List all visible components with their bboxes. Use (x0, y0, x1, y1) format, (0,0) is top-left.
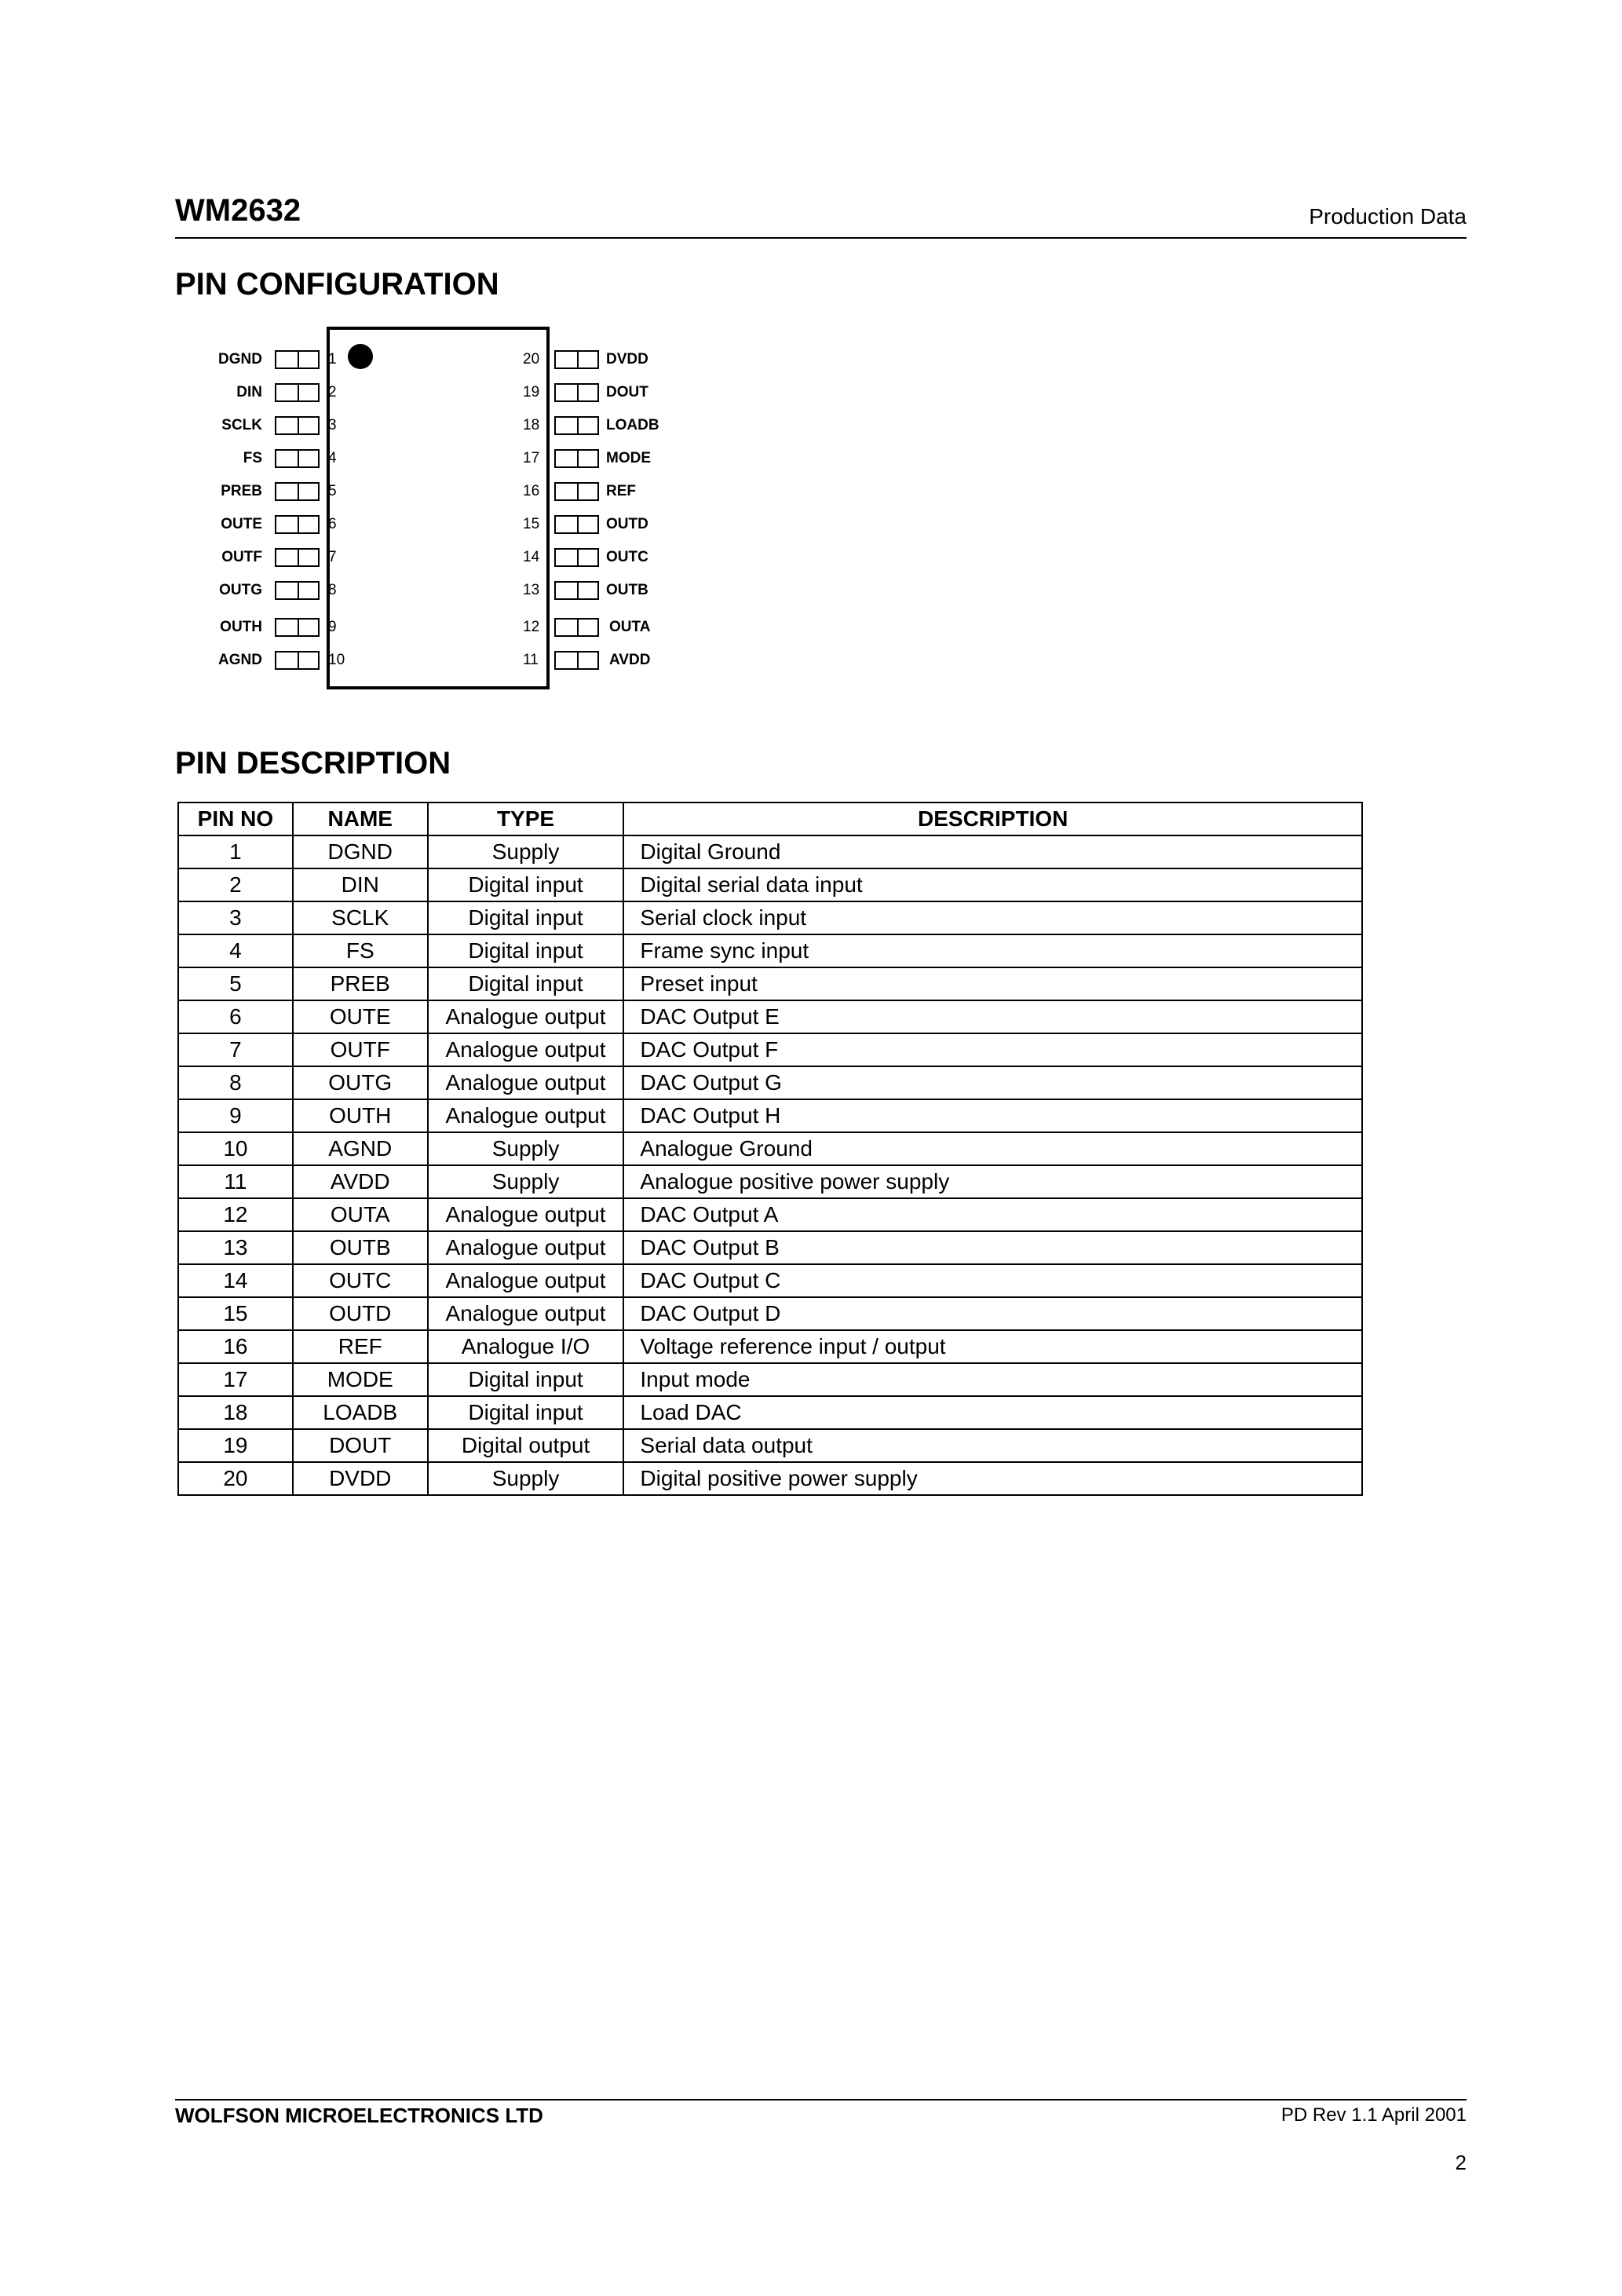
footer-rule (175, 2099, 1467, 2100)
cell-name: PREB (293, 967, 428, 1000)
cell-pin-no: 17 (178, 1363, 293, 1396)
cell-name: FS (293, 934, 428, 967)
table-row (178, 1000, 1362, 1033)
right-pin-name: AVDD (609, 652, 651, 668)
right-pin-number: 16 (523, 483, 540, 499)
cell-pin-no: 1 (178, 835, 293, 868)
left-pin-lead (275, 416, 320, 435)
cell-name: DOUT (293, 1429, 428, 1462)
right-pin-name: OUTB (606, 582, 648, 598)
cell-description: Digital serial data input (623, 868, 1362, 901)
table-row (178, 1264, 1362, 1297)
table-row (178, 1330, 1362, 1363)
cell-pin-no: 16 (178, 1330, 293, 1363)
pin-description-title: PIN DESCRIPTION (175, 746, 451, 781)
cell-type: Supply (428, 1165, 624, 1198)
cell-pin-no: 7 (178, 1033, 293, 1066)
left-pin-number: 5 (328, 483, 337, 499)
cell-pin-no: 4 (178, 934, 293, 967)
cell-name: OUTB (293, 1231, 428, 1264)
right-pin-number: 12 (523, 619, 540, 635)
left-pin-number: 9 (328, 619, 337, 635)
cell-type: Supply (428, 835, 624, 868)
left-pin-lead (275, 350, 320, 369)
table-row (178, 1396, 1362, 1429)
cell-pin-no: 15 (178, 1297, 293, 1330)
table-row (178, 1429, 1362, 1462)
left-pin-number: 1 (328, 351, 337, 367)
table-body (178, 835, 1362, 1495)
cell-name: OUTD (293, 1297, 428, 1330)
header-name: NAME (293, 803, 428, 835)
cell-description: DAC Output F (623, 1033, 1362, 1066)
right-pin-lead (554, 350, 599, 369)
left-pin-lead (275, 651, 320, 670)
chip-body (327, 327, 550, 689)
document-title: WM2632 (175, 193, 301, 228)
cell-description: Load DAC (623, 1396, 1362, 1429)
left-pin-lead (275, 548, 320, 567)
right-pin-name: OUTA (609, 619, 651, 635)
cell-name: OUTH (293, 1099, 428, 1132)
right-pin-lead (554, 618, 599, 637)
cell-name: SCLK (293, 901, 428, 934)
document-status: Production Data (1309, 204, 1467, 229)
right-pin-number: 11 (523, 652, 539, 668)
cell-name: DVDD (293, 1462, 428, 1495)
table-row (178, 1231, 1362, 1264)
right-pin-number: 19 (523, 384, 540, 400)
left-pin-number: 6 (328, 516, 337, 532)
cell-type: Analogue output (428, 1264, 624, 1297)
left-pin-name: OUTG (219, 582, 262, 598)
cell-description: DAC Output B (623, 1231, 1362, 1264)
table-row (178, 1066, 1362, 1099)
pin-description-table (177, 802, 1363, 1496)
cell-pin-no: 18 (178, 1396, 293, 1429)
right-pin-name: OUTD (606, 516, 648, 532)
cell-pin-no: 8 (178, 1066, 293, 1099)
cell-type: Digital input (428, 1363, 624, 1396)
table-row (178, 868, 1362, 901)
right-pin-name: DOUT (606, 384, 648, 400)
cell-description: DAC Output C (623, 1264, 1362, 1297)
left-pin-name: AGND (218, 652, 262, 668)
cell-description: Serial data output (623, 1429, 1362, 1462)
right-pin-lead (554, 383, 599, 402)
cell-pin-no: 2 (178, 868, 293, 901)
right-pin-number: 14 (523, 549, 540, 565)
right-pin-number: 18 (523, 417, 540, 433)
table-row (178, 1132, 1362, 1165)
left-pin-lead (275, 482, 320, 501)
header-description: DESCRIPTION (623, 803, 1362, 835)
left-pin-name: OUTE (221, 516, 262, 532)
table-row (178, 1462, 1362, 1495)
cell-description: DAC Output E (623, 1000, 1362, 1033)
right-pin-name: OUTC (606, 549, 648, 565)
left-pin-lead (275, 449, 320, 468)
left-pin-name: FS (243, 450, 262, 466)
cell-description: Analogue positive power supply (623, 1165, 1362, 1198)
right-pin-lead (554, 548, 599, 567)
cell-name: AGND (293, 1132, 428, 1165)
cell-description: DAC Output G (623, 1066, 1362, 1099)
left-pin-name: SCLK (221, 417, 262, 433)
left-pin-name: DIN (236, 384, 262, 400)
cell-description: Analogue Ground (623, 1132, 1362, 1165)
cell-pin-no: 11 (178, 1165, 293, 1198)
table-row (178, 1363, 1362, 1396)
cell-name: OUTF (293, 1033, 428, 1066)
right-pin-lead (554, 449, 599, 468)
cell-description: Serial clock input (623, 901, 1362, 934)
cell-description: DAC Output H (623, 1099, 1362, 1132)
table-row (178, 1099, 1362, 1132)
right-pin-lead (554, 651, 599, 670)
cell-type: Digital input (428, 967, 624, 1000)
right-pin-number: 13 (523, 582, 540, 598)
cell-pin-no: 20 (178, 1462, 293, 1495)
cell-pin-no: 14 (178, 1264, 293, 1297)
cell-type: Analogue output (428, 1198, 624, 1231)
cell-name: OUTC (293, 1264, 428, 1297)
right-pin-number: 17 (523, 450, 540, 466)
cell-description: DAC Output A (623, 1198, 1362, 1231)
cell-type: Analogue output (428, 1099, 624, 1132)
cell-pin-no: 10 (178, 1132, 293, 1165)
cell-description: Digital Ground (623, 835, 1362, 868)
left-pin-name: PREB (221, 483, 262, 499)
right-pin-name: MODE (606, 450, 651, 466)
cell-description: Input mode (623, 1363, 1362, 1396)
cell-type: Analogue output (428, 1000, 624, 1033)
cell-type: Supply (428, 1462, 624, 1495)
cell-description: DAC Output D (623, 1297, 1362, 1330)
cell-type: Analogue output (428, 1066, 624, 1099)
cell-description: Voltage reference input / output (623, 1330, 1362, 1363)
cell-name: OUTG (293, 1066, 428, 1099)
cell-pin-no: 9 (178, 1099, 293, 1132)
cell-type: Analogue output (428, 1033, 624, 1066)
right-pin-lead (554, 581, 599, 600)
cell-type: Analogue output (428, 1231, 624, 1264)
table-row (178, 1198, 1362, 1231)
cell-name: OUTE (293, 1000, 428, 1033)
page-number: 2 (1455, 2151, 1467, 2174)
header-rule (175, 237, 1467, 239)
cell-type: Digital input (428, 868, 624, 901)
left-pin-lead (275, 618, 320, 637)
cell-type: Digital input (428, 901, 624, 934)
right-pin-name: DVDD (606, 351, 648, 367)
pin-configuration-title: PIN CONFIGURATION (175, 267, 499, 302)
header-type: TYPE (428, 803, 624, 835)
pin1-marker-dot (348, 344, 373, 369)
cell-name: OUTA (293, 1198, 428, 1231)
cell-name: AVDD (293, 1165, 428, 1198)
cell-description: Frame sync input (623, 934, 1362, 967)
left-pin-number: 2 (328, 384, 337, 400)
cell-pin-no: 19 (178, 1429, 293, 1462)
table-row (178, 934, 1362, 967)
right-pin-number: 15 (523, 516, 540, 532)
left-pin-number: 10 (328, 652, 345, 668)
cell-pin-no: 5 (178, 967, 293, 1000)
left-pin-number: 7 (328, 549, 337, 565)
right-pin-name: LOADB (606, 417, 659, 433)
cell-pin-no: 13 (178, 1231, 293, 1264)
table-row (178, 901, 1362, 934)
cell-pin-no: 3 (178, 901, 293, 934)
table-row (178, 1165, 1362, 1198)
header-pin-no: PIN NO (178, 803, 293, 835)
left-pin-lead (275, 383, 320, 402)
cell-pin-no: 12 (178, 1198, 293, 1231)
cell-name: LOADB (293, 1396, 428, 1429)
left-pin-name: OUTF (221, 549, 262, 565)
left-pin-lead (275, 581, 320, 600)
table-row (178, 967, 1362, 1000)
cell-type: Analogue I/O (428, 1330, 624, 1363)
right-pin-number: 20 (523, 351, 540, 367)
cell-description: Digital positive power supply (623, 1462, 1362, 1495)
cell-type: Analogue output (428, 1297, 624, 1330)
right-pin-lead (554, 482, 599, 501)
left-pin-name: DGND (218, 351, 262, 367)
left-pin-number: 3 (328, 417, 337, 433)
right-pin-lead (554, 515, 599, 534)
cell-name: DGND (293, 835, 428, 868)
table-row (178, 1297, 1362, 1330)
table-row (178, 1033, 1362, 1066)
cell-type: Digital input (428, 1396, 624, 1429)
left-pin-lead (275, 515, 320, 534)
left-pin-name: OUTH (220, 619, 262, 635)
cell-name: MODE (293, 1363, 428, 1396)
cell-pin-no: 6 (178, 1000, 293, 1033)
right-pin-lead (554, 416, 599, 435)
right-pin-name: REF (606, 483, 636, 499)
cell-type: Digital output (428, 1429, 624, 1462)
company-name: WOLFSON MICROELECTRONICS LTD (175, 2104, 543, 2127)
cell-name: REF (293, 1330, 428, 1363)
cell-name: DIN (293, 868, 428, 901)
cell-description: Preset input (623, 967, 1362, 1000)
left-pin-number: 4 (328, 450, 337, 466)
revision-info: PD Rev 1.1 April 2001 (1280, 2104, 1467, 2126)
table-header-row (178, 803, 1362, 835)
cell-type: Digital input (428, 934, 624, 967)
cell-type: Supply (428, 1132, 624, 1165)
table-row (178, 835, 1362, 868)
left-pin-number: 8 (328, 582, 337, 598)
